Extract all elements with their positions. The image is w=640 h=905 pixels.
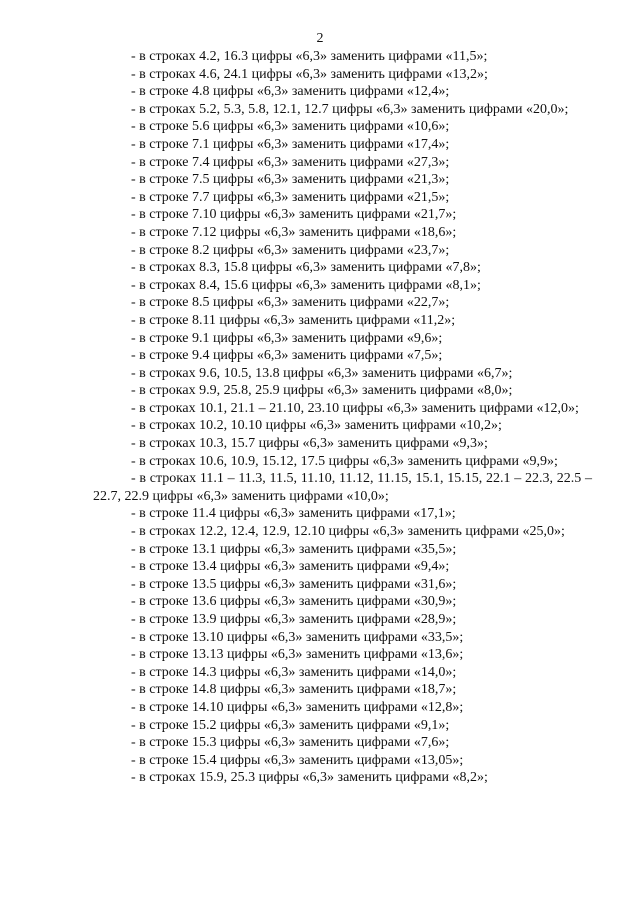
amendment-item: - в строке 13.6 цифры «6,3» заменить цифрами «30,9»;: [131, 594, 457, 610]
amendment-item: - в строках 12.2, 12.4, 12.9, 12.10 цифры «6,3» заменить цифрами «25,0»;: [131, 524, 565, 540]
amendment-item: - в строке 13.5 цифры «6,3» заменить цифрами «31,6»;: [131, 576, 457, 592]
amendment-item: - в строке 7.10 цифры «6,3» заменить цифрами «21,7»;: [131, 207, 457, 223]
amendment-item: - в строке 4.8 цифры «6,3» заменить цифрами «12,4»;: [131, 84, 450, 100]
amendment-item: - в строке 11.4 цифры «6,3» заменить цифрами «17,1»;: [131, 506, 456, 522]
amendment-item: - в строке 7.4 цифры «6,3» заменить цифрами «27,3»;: [131, 154, 450, 170]
amendment-item: - в строке 15.2 цифры «6,3» заменить цифрами «9,1»;: [131, 717, 450, 733]
amendment-item: - в строках 10.1, 21.1 – 21.10, 23.10 цифры «6,3» заменить цифрами «12,0»;: [131, 400, 579, 416]
amendment-item: - в строке 13.1 цифры «6,3» заменить цифрами «35,5»;: [131, 541, 457, 557]
amendment-item: - в строках 10.6, 10.9, 15.12, 17.5 цифры «6,3» заменить цифрами «9,9»;: [131, 453, 558, 469]
amendment-item: - в строках 15.9, 25.3 цифры «6,3» заменить цифрами «8,2»;: [131, 770, 488, 786]
document-body: [93, 48, 592, 787]
amendment-item: - в строке 8.5 цифры «6,3» заменить цифрами «22,7»;: [131, 295, 450, 311]
amendment-item: - в строке 15.4 цифры «6,3» заменить цифрами «13,05»;: [131, 752, 464, 768]
amendment-item: - в строках 4.2, 16.3 цифры «6,3» заменить цифрами «11,5»;: [131, 49, 488, 64]
amendment-item: - в строках 10.2, 10.10 цифры «6,3» заменить цифрами «10,2»;: [131, 418, 502, 434]
amendment-item: - в строках 10.3, 15.7 цифры «6,3» заменить цифрами «9,3»;: [131, 436, 488, 452]
amendment-item: - в строке 15.3 цифры «6,3» заменить цифрами «7,6»;: [131, 735, 450, 751]
amendment-item: - в строках 11.1 – 11.3, 11.5, 11.10, 11.12, 11.15, 15.1, 15.15, 22.1 – 22.3, 22.5 – 22.7, 22.9 цифры «6,3» заменить цифрами «10,0»;: [93, 471, 592, 504]
amendment-item: - в строке 14.10 цифры «6,3» заменить цифрами «12,8»;: [131, 699, 464, 715]
amendment-item: - в строке 13.9 цифры «6,3» заменить цифрами «28,9»;: [131, 612, 457, 627]
amendment-item: - в строках 8.4, 15.6 цифры «6,3» заменить цифрами «8,1»;: [131, 277, 481, 293]
amendment-item: - в строке 13.4 цифры «6,3» заменить цифрами «9,4»;: [131, 559, 450, 575]
amendment-item: - в строках 4.6, 24.1 цифры «6,3» заменить цифрами «13,2»;: [131, 66, 488, 82]
amendment-item: - в строке 7.7 цифры «6,3» заменить цифрами «21,5»;: [131, 189, 450, 205]
amendment-item: - в строках 8.3, 15.8 цифры «6,3» заменить цифрами «7,8»;: [131, 260, 481, 276]
amendment-item: - в строке 14.3 цифры «6,3» заменить цифрами «14,0»;: [131, 664, 457, 680]
amendment-item: - в строках 5.2, 5.3, 5.8, 12.1, 12.7 цифры «6,3» заменить цифрами «20,0»;: [131, 101, 569, 117]
amendment-item: - в строке 5.6 цифры «6,3» заменить цифрами «10,6»;: [131, 119, 450, 135]
amendment-item: - в строке 14.8 цифры «6,3» заменить цифрами «18,7»;: [131, 682, 457, 698]
amendment-item: - в строке 13.10 цифры «6,3» заменить цифрами «33,5»;: [131, 629, 464, 645]
amendment-item: - в строке 7.1 цифры «6,3» заменить цифрами «17,4»;: [131, 136, 450, 152]
amendment-item: - в строках 9.9, 25.8, 25.9 цифры «6,3» заменить цифрами «8,0»;: [131, 383, 513, 399]
amendment-item: - в строках 9.6, 10.5, 13.8 цифры «6,3» заменить цифрами «6,7»;: [131, 365, 513, 381]
amendment-item: - в строке 7.12 цифры «6,3» заменить цифрами «18,6»;: [131, 224, 457, 240]
amendment-item: - в строке 9.4 цифры «6,3» заменить цифрами «7,5»;: [131, 348, 443, 364]
amendment-item: - в строке 8.2 цифры «6,3» заменить цифрами «23,7»;: [131, 242, 450, 258]
amendment-item: - в строке 13.13 цифры «6,3» заменить цифрами «13,6»;: [131, 647, 464, 663]
page-number: 2: [316, 31, 324, 46]
amendment-item: - в строке 9.1 цифры «6,3» заменить цифрами «9,6»;: [131, 330, 443, 346]
amendment-item: - в строке 7.5 цифры «6,3» заменить цифрами «21,3»;: [131, 172, 450, 188]
amendment-item: - в строке 8.11 цифры «6,3» заменить цифрами «11,2»;: [131, 312, 456, 328]
